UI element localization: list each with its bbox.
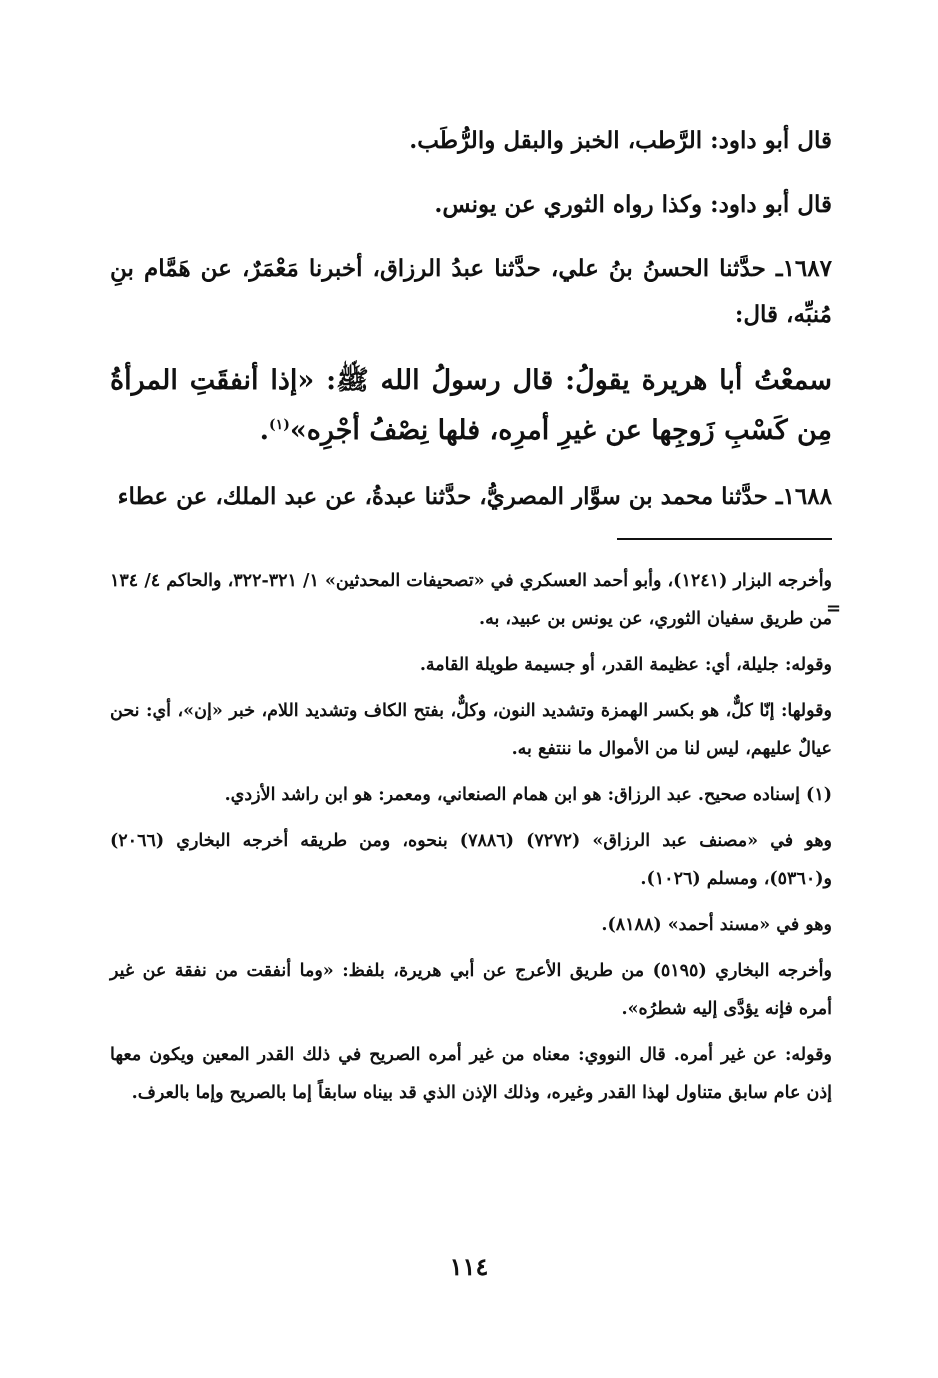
page-number: ١١٤ (449, 1252, 489, 1281)
hadith-text: سمعْتُ أبا هريرة يقولُ: قال رسولُ الله ﷺ: «إذا أنفقَتِ المرأةُ مِن كَسْبِ زَوجِها عن غيرِ أمرِه، فلها نِصْفُ أجْرِه» (110, 365, 832, 446)
page-body (110, 118, 832, 1120)
hadith-text-paragraph (110, 356, 832, 456)
note-paragraph-3: وقولها: إنّا كلٌّ، هو بكسر الهمزة وتشديد النون، وكلٌّ، بفتح الكاف وتشديد اللام، خبر «إن»، أي: نحن عيالٌ عليهم، ليس لنا من الأموال ما ننتفع به. (110, 701, 832, 759)
main-line-2: قال أبو داود: وكذا رواه الثوري عن يونس. (434, 191, 832, 218)
continuation-mark: = (826, 598, 842, 619)
footnote-separator (617, 538, 832, 540)
hadith-end: . (259, 415, 270, 446)
footnote-marker: (١) (269, 417, 290, 433)
main-line-1: قال أبو داود: الرَّطب، الخبز والبقل والرُّطَب. (409, 127, 832, 154)
note-paragraph-8: وقوله: عن غير أمره. قال النووي: معناه من غير أمره الصريح في ذلك القدر المعين ويكون معها إذن عام سابق متناول لهذا القدر وغيره، وذلك الإذن الذي قد بيناه سابقاً إما بالصريح وإما بالعرف. (110, 1045, 832, 1103)
note-paragraph-2: وقوله: جليلة، أي: عظيمة القدر، أو جسيمة طويلة القامة. (419, 655, 832, 675)
note-paragraph-7: وأخرجه البخاري (٥١٩٥) من طريق الأعرج عن أبي هريرة، بلفظ: «وما أنفقت من نفقة عن غير أمره فإنه يؤدَّى إليه شطرُه». (110, 961, 832, 1019)
main-text (110, 118, 832, 520)
note-paragraph-5: وهو في «مصنف عبد الرزاق» (٧٢٧٢) (٧٨٨٦) بنحوه، ومن طريقه أخرجه البخاري (٢٠٦٦) و(٥٣٦٠)، ومسلم (١٠٢٦). (110, 831, 833, 889)
hadith-1687-chain: ١٦٨٧ـ حدَّثنا الحسنُ بنُ علي، حدَّثنا عبدُ الرزاق، أخبرنا مَعْمَرٌ، عن هَمَّام بنِ مُنبِّه، قال: (110, 255, 832, 328)
note-paragraph-4: (١) إسناده صحيح. عبد الرزاق: هو ابن همام الصنعاني، ومعمر: هو ابن راشد الأزدي. (224, 785, 832, 805)
note-paragraph-6: وهو في «مسند أحمد» (٨١٨٨). (601, 915, 832, 935)
note-paragraph-1: وأخرجه البزار (١٢٤١)، وأبو أحمد العسكري في «تصحيفات المحدثين» ١/ ٣٢١-٣٢٢، والحاكم ٤/ ١٣٤ من طريق سفيان الثوري، عن يونس بن عبيد، به. (110, 571, 833, 629)
hadith-1688-chain: ١٦٨٨ـ حدَّثنا محمد بن سوَّار المصريُّ، حدَّثنا عبدةُ، عن عبد الملك، عن عطاء (117, 483, 832, 510)
footnotes (110, 562, 832, 1112)
